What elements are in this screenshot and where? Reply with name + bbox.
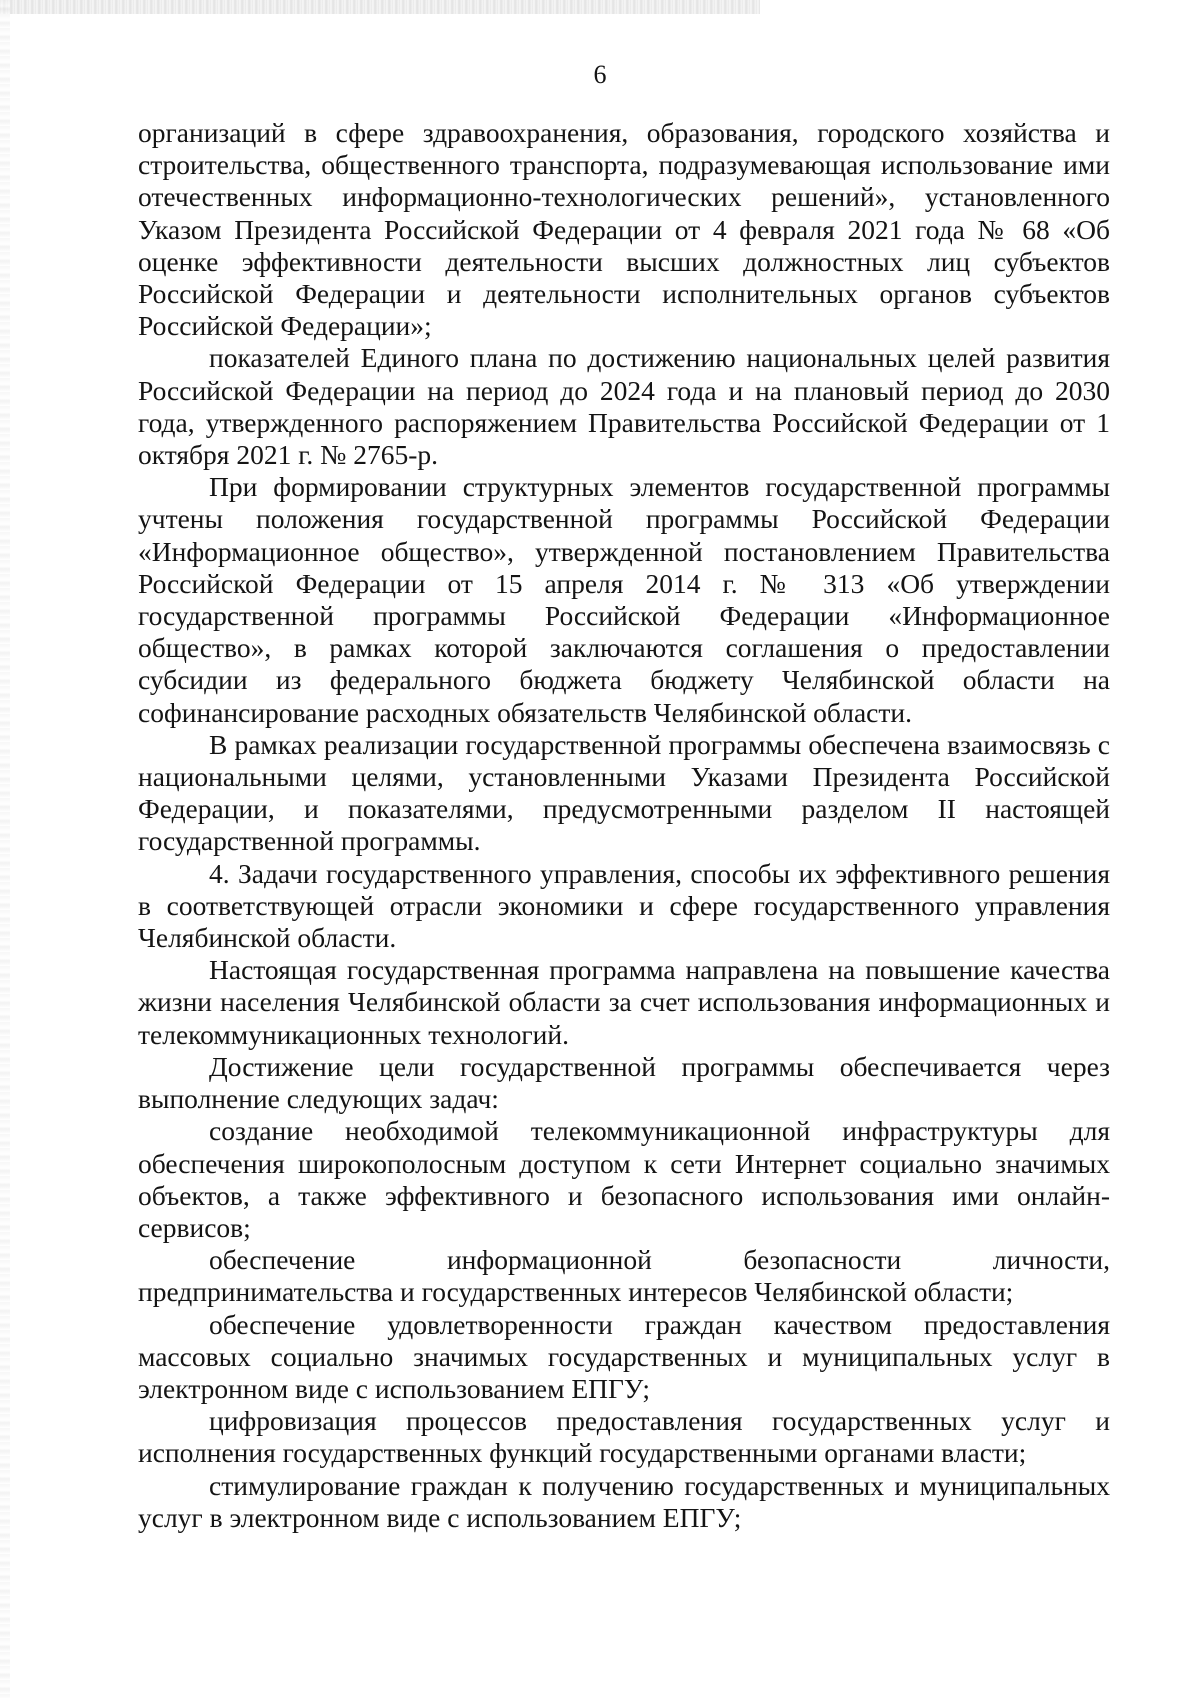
- paragraph-6: Настоящая государственная программа направлена на повышение качества жизни населения Челябинской области за счет использования информационных и телекоммуникационных технологий.: [138, 954, 1110, 1050]
- paragraph-1: организаций в сфере здравоохранения, образования, городского хозяйства и строительства, общественного транспорта, подразумевающая использование ими отечественных информационно-технологических решений», установленного Указом Президента Российской Федерации от 4 февраля 2021 года № 68 «Об оценке эффективности деятельности высших должностных лиц субъектов Российской Федерации и деятельности исполнительных органов субъектов Российской Федерации»;: [138, 117, 1110, 342]
- scan-edge-left: [0, 0, 10, 1698]
- task-item-2: обеспечение информационной безопасности личности, предпринимательства и государственных интересов Челябинской области;: [138, 1244, 1110, 1308]
- paragraph-3: При формировании структурных элементов государственной программы учтены положения государственной программы Российской Федерации «Информационное общество», утвержденной постановлением Правительства Российской Федерации от 15 апреля 2014 г. № 313 «Об утверждении государственной программы Российской Федерации «Информационное общество», в рамках которой заключаются соглашения о предоставлении субсидии из федерального бюджета бюджету Челябинской области на софинансирование расходных обязательств Челябинской области.: [138, 471, 1110, 728]
- paragraph-2: показателей Единого плана по достижению национальных целей развития Российской Федерации на период до 2024 года и на плановый период до 2030 года, утвержденного распоряжением Правительства Российской Федерации от 1 октября 2021 г. № 2765-р.: [138, 342, 1110, 471]
- task-item-4: цифровизация процессов предоставления государственных услуг и исполнения государственных функций государственными органами власти;: [138, 1405, 1110, 1469]
- scan-edge-top: [0, 0, 760, 14]
- paragraph-4: В рамках реализации государственной программы обеспечена взаимосвязь с национальными целями, установленными Указами Президента Российской Федерации, и показателями, предусмотренными разделом II настоящей государственной программы.: [138, 728, 1110, 857]
- task-item-3: обеспечение удовлетворенности граждан качеством предоставления массовых социально значимых государственных и муниципальных услуг в электронном виде с использованием ЕПГУ;: [138, 1308, 1110, 1404]
- section-heading-4: 4. Задачи государственного управления, способы их эффективного решения в соответствующей отрасли экономики и сфере государственного управления Челябинской области.: [138, 857, 1110, 954]
- page-number: 6: [593, 60, 607, 89]
- task-item-5: стимулирование граждан к получению государственных и муниципальных услуг в электронном виде с использованием ЕПГУ;: [138, 1469, 1110, 1533]
- document-body: [138, 117, 1110, 1534]
- paragraph-7: Достижение цели государственной программы обеспечивается через выполнение следующих задач:: [138, 1050, 1110, 1115]
- task-item-1: создание необходимой телекоммуникационной инфраструктуры для обеспечения широкополосным доступом к сети Интернет социально значимых объектов, а также эффективного и безопасного использования ими онлайн-сервисов;: [138, 1115, 1110, 1243]
